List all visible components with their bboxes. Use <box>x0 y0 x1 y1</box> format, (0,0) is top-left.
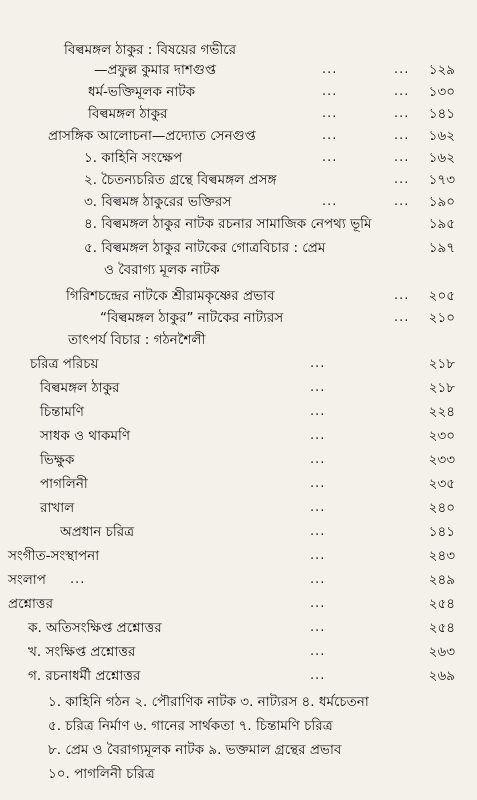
toc-dots: ... <box>394 194 410 209</box>
toc-page-number: ২১০ <box>428 310 455 326</box>
toc-dots: ... <box>394 84 410 99</box>
toc-dots: ... <box>310 500 326 515</box>
toc-entry: অপ্রধান চরিত্র <box>60 524 135 540</box>
toc-entry: বিল্বমঙ্গল ঠাকুর <box>40 380 120 396</box>
toc-entry: ১. কাহিনি সংক্ষেপ <box>84 150 183 166</box>
toc-dots: ... <box>322 194 338 209</box>
toc-entry: গ. রচনাধর্মী প্রশ্নোত্তর <box>28 668 141 684</box>
toc-page-number: ২০৫ <box>428 288 455 304</box>
toc-entry: গিরিশচন্দ্রের নাটকে শ্রীরামকৃষ্ণের প্রভাব <box>66 288 275 304</box>
toc-dots: ... <box>310 572 326 587</box>
toc-entry: তাৎপর্য বিচার : গঠনশৈলী <box>68 332 206 348</box>
toc-sublist-line: ৫. চরিত্র নির্মাণ ৬. গানের সার্থকতা ৭. চিন্তামণি চরিত্র <box>48 718 333 734</box>
toc-dots: ... <box>310 404 326 419</box>
toc-dots: ... <box>394 150 410 165</box>
toc-page-number: ২৫৪ <box>428 620 455 636</box>
toc-dots: ... <box>394 62 410 77</box>
toc-entry: খ. সংক্ষিপ্ত প্রশ্নোত্তর <box>28 644 136 660</box>
toc-page-number: ১৬২ <box>428 150 455 166</box>
toc-page-number: ২২৪ <box>428 404 455 420</box>
toc-dots: ... <box>394 310 410 325</box>
toc-page-number: ১৪১ <box>428 524 455 540</box>
toc-page-number: ১৪১ <box>428 106 455 122</box>
toc-dots: ... <box>394 128 410 143</box>
toc-entry: সংলাপ <box>8 572 46 588</box>
toc-dots: ... <box>322 62 338 77</box>
toc-page-number: ২৬৩ <box>428 644 455 660</box>
toc-page-number: ১৯৫ <box>428 216 455 232</box>
toc-entry: সাধক ও থাকমণি <box>40 428 130 444</box>
toc-dots: ... <box>310 644 326 659</box>
toc-dots: ... <box>310 452 326 467</box>
toc-entry: ভিক্ষুক <box>40 452 75 468</box>
toc-entry: সংগীত-সংস্থাপনা <box>8 548 100 564</box>
toc-entry: প্রশ্নোত্তর <box>8 596 53 612</box>
toc-dots: ... <box>310 356 326 371</box>
toc-entry: রাখাল <box>40 500 75 516</box>
toc-dots: ... <box>322 128 338 143</box>
toc-dots: ... <box>394 106 410 121</box>
toc-entry: বিল্বমঙ্গল ঠাকুর <box>88 106 168 122</box>
toc-page-number: ১২৯ <box>428 62 455 78</box>
toc-dots: ... <box>310 668 326 683</box>
toc-entry: ২. চৈতন্যচরিত গ্রন্থে বিল্বমঙ্গল প্রসঙ্গ <box>84 172 277 188</box>
toc-entry-title: বিল্বমঙ্গল ঠাকুর : বিষয়ের গভীরে <box>64 42 237 58</box>
toc-sublist-line: ১. কাহিনি গঠন ২. পৌরাণিক নাটক ৩. নাট্যরস ৪. ধর্মচেতনা <box>48 694 369 710</box>
toc-entry: চিন্তামণি <box>40 404 84 420</box>
toc-page-number: ২৩০ <box>428 428 455 444</box>
toc-page-number: ২৪৯ <box>428 572 455 588</box>
toc-dots: ... <box>394 288 410 303</box>
toc-sublist-line: ১০. পাগলিনী চরিত্র <box>48 766 155 782</box>
toc-dots: ... <box>310 548 326 563</box>
toc-page-number: ২৪৩ <box>428 548 455 564</box>
toc-page-number: ২৩৫ <box>428 476 455 492</box>
toc-page-number: ১৬২ <box>428 128 455 144</box>
toc-dots: ... <box>310 620 326 635</box>
toc-dots: ... <box>322 84 338 99</box>
toc-page-number: ১৩০ <box>428 84 455 100</box>
toc-entry: ৪. বিল্বমঙ্গল ঠাকুর নাটক রচনার সামাজিক নেপথ্য ভূমি <box>84 216 372 232</box>
toc-entry: ধর্ম-ভক্তিমূলক নাটক <box>88 84 196 100</box>
toc-dots: ... <box>310 524 326 539</box>
toc-page-number: ২১৮ <box>428 356 455 372</box>
toc-dots: ... <box>310 380 326 395</box>
toc-entry: চরিত্র পরিচয় <box>30 356 99 372</box>
toc-entry: “বিল্বমঙ্গল ঠাকুর” নাটকের নাট্যরস <box>100 310 284 326</box>
toc-page-number: ২৫৪ <box>428 596 455 612</box>
toc-sublist-line: ৮. প্রেম ও বৈরাগ্যমূলক নাটক ৯. ভক্তমাল গ্রন্থের প্রভাব <box>48 742 342 758</box>
toc-page-number: ১৯০ <box>428 194 455 210</box>
toc-page-number: ১৯৭ <box>428 240 455 256</box>
toc-dots: ... <box>310 476 326 491</box>
toc-page-number: ২৪০ <box>428 500 455 516</box>
toc-entry: প্রাসঙ্গিক আলোচনা—প্রদ্যোত সেনগুপ্ত <box>48 128 256 144</box>
toc-dots: ... <box>70 572 86 587</box>
toc-dots: ... <box>310 428 326 443</box>
toc-dots: ... <box>310 596 326 611</box>
toc-entry-continued: ও বৈরাগ্য মূলক নাটক <box>104 262 220 278</box>
toc-page-number: ২৬৯ <box>428 668 455 684</box>
toc-entry-author: —প্রফুল্ল কুমার দাশগুপ্ত <box>94 62 216 78</box>
toc-dots: ... <box>322 106 338 121</box>
toc-dots: ... <box>322 150 338 165</box>
toc-entry: ৫. বিল্বমঙ্গল ঠাকুর নাটকের গোত্রবিচার : প্রেম <box>84 240 326 256</box>
toc-entry: পাগলিনী <box>40 476 88 492</box>
toc-entry: ৩. বিল্বমঙ্গ ঠাকুরের ভক্তিরস <box>84 194 232 210</box>
toc-entry: ক. অতিসংক্ষিপ্ত প্রশ্নোত্তর <box>28 620 162 636</box>
toc-page-number: ২৩৩ <box>428 452 455 468</box>
toc-page-number: ২১৮ <box>428 380 455 396</box>
toc-page-number: ১৭৩ <box>428 172 455 188</box>
toc-dots: ... <box>394 172 410 187</box>
